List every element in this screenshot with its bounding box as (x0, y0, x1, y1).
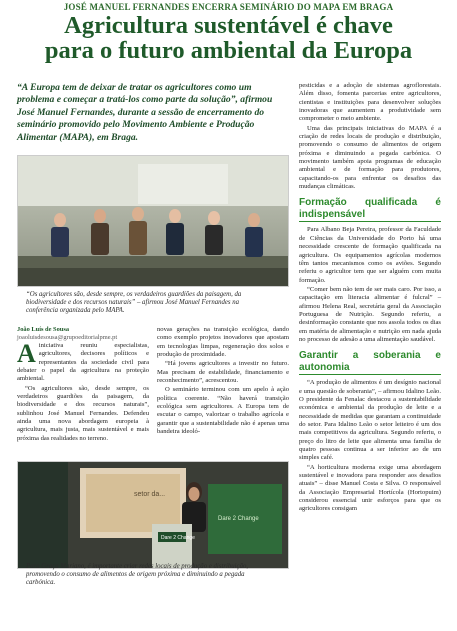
lead-paragraph: “A Europa tem de deixar de tratar os agricultores como um problema e começar a tratá-los como parte da solução”, afirmou José Manuel Fernandes, durante a sessão de encerramento do seminário promovido pelo Movimento Ambiente e Produção Alimentar (MAPA), em Braga. (17, 82, 273, 143)
col1-paragraph: “Os agricultores são, desde sempre, os verdadeiros guardiões da paisagem, da biodiversidade e dos recursos naturais”, sublinhou José Manuel Fernandes. Defendeu ainda uma nova abordagem europeia à agricultura, mais justa, mais sustentável e mais próxima das realidades no terreno. (17, 384, 149, 442)
col3-paragraph: pesticidas e a adoção de sistemas agroflorestais. Além disso, fomenta parcerias entre agricultores, cientistas e instituições para desenvolver soluções inovadoras que aumentem a produtividade sem comprometer o meio ambiente. (299, 82, 441, 123)
speaker-photo-image (18, 462, 289, 569)
article-kicker: JOSÉ MANUEL FERNANDES ENCERRA SEMINÁRIO DO MAPA EM BRAGA (63, 2, 394, 12)
col2-paragraph: O seminário terminou com um apelo à ação política coerente. “Não haverá transição ecológica sem agricultores. A Europa tem de escutar o campo, valorizar o trabalho agrícola e garantir que a sustentabilidade não é apenas uma bandeira ideoló- (157, 386, 289, 436)
author-name: João Luís de Sousa (17, 326, 70, 333)
headline-line-1: Agricultura sustentável é chave (64, 12, 393, 39)
article-headline (0, 13, 457, 63)
panel-photo (17, 155, 289, 287)
col3-paragraph: Para Albano Beja Pereira, professor da Faculdade de Ciências da Universidade do Porto há uma necessidade crescente de formação qualificada na agricultura. Os equipamentos agrícolas modernos têm tantos mecanismos como os aviões. Segundo referiu o agricultor tem que ser alguém com muita formação. (299, 226, 441, 284)
col1-paragraph: iniciativa reuniu especialistas, agricultores, decisores políticos e representantes da sociedade civil para debater o papel da agricultura na proteção ambiental. (17, 342, 149, 383)
panel-photo-caption: “Os agricultores são, desde sempre, os verdadeiros guardiões da paisagem, da biodiversidade e dos recursos naturais” – afirmou José Manuel Fernandes na conferência organizada pelo MAPA. (26, 291, 242, 314)
panel-photo-image (18, 156, 289, 287)
subheading-soberania: Garantir a soberania e autonomia (299, 350, 441, 375)
speaker-photo (17, 461, 289, 569)
col3-paragraph: “Comer bem não tem de ser mais caro. Por isso, a capacitação em literacia alimentar é fulcral” – afirmou Helena Real, secretária geral da Associação Portuguesa de Nutrição. Segundo referiu, a desinformação constante que nos assola todos os dias em matéria de alimentação e nutrição em nada ajuda no processo de adesão a uma alimentação saudável. (299, 285, 441, 343)
article-column-2 (157, 326, 289, 437)
speaker-photo-caption: Para Graça Mariano, é importante criar redes locais de produção e distribuição, promovendo o consumo de alimentos de origem próxima e diminuindo a pegada carbónica. (26, 563, 249, 586)
podium-text: Dare 2 Change (161, 535, 195, 541)
col3-paragraph: “A horticultura moderna exige uma abordagem sustentável e inovadora para responder aos desafios atuais” – disse Manuel Costa e Silva. O responsável da Associação Empresarial Hortícola (Hortopuim) considerou essencial unir esforços para que os agricultores consigam (299, 463, 441, 513)
article-column-3 (299, 82, 441, 515)
banner-text: Dare 2 Change (218, 516, 259, 522)
article-column-1 (17, 339, 149, 444)
col3-paragraph: “A produção de alimentos é um desígnio nacional e uma questão de soberania”, – afirmou Idalino Leão. O presidente da Fenalac destacou a sustentabilidade económica e ambiental da produção de leite e a necessidade de medidas que garantam a continuidade do setor. Para Idalino Leão o setor leiteiro é um dos mais competitivos da agricultura. Segundo referiu, o preço do litro de leite que alimenta uma família de quatro pessoas continua a ser inferior ao de um simples café. (299, 379, 441, 462)
author-email[interactable]: joaoluisdesousa@grupoeditorialpme.pt (17, 333, 118, 341)
col2-paragraph: “Há jovens agricultores a investir no futuro. Mas precisam de estabilidade, financiamento e reconhecimento”, acrescentou. (157, 360, 289, 385)
headline-line-2: para o futuro ambiental da Europa (44, 37, 413, 64)
col3-paragraph: Uma das principais iniciativas do MAPA é a criação de redes locais de produção e distribuição, promovendo o consumo de alimentos de origem próxima e diminuindo a pegada carbónica. O movimento também apoia programas de educação ambiental e de formação para produtores, capacitando-os para enfrentar os desafios das mudanças climáticas. (299, 124, 441, 191)
drop-cap: A (17, 339, 36, 368)
screen-text: setor da... (134, 491, 166, 498)
subheading-formacao: Formação qualificada é indispensável (299, 197, 441, 222)
col2-paragraph: novas gerações na transição ecológica, dando como exemplo projetos inovadores que apostam em tecnologias limpas, regeneração dos solos e produção de proximidade. (157, 326, 289, 359)
